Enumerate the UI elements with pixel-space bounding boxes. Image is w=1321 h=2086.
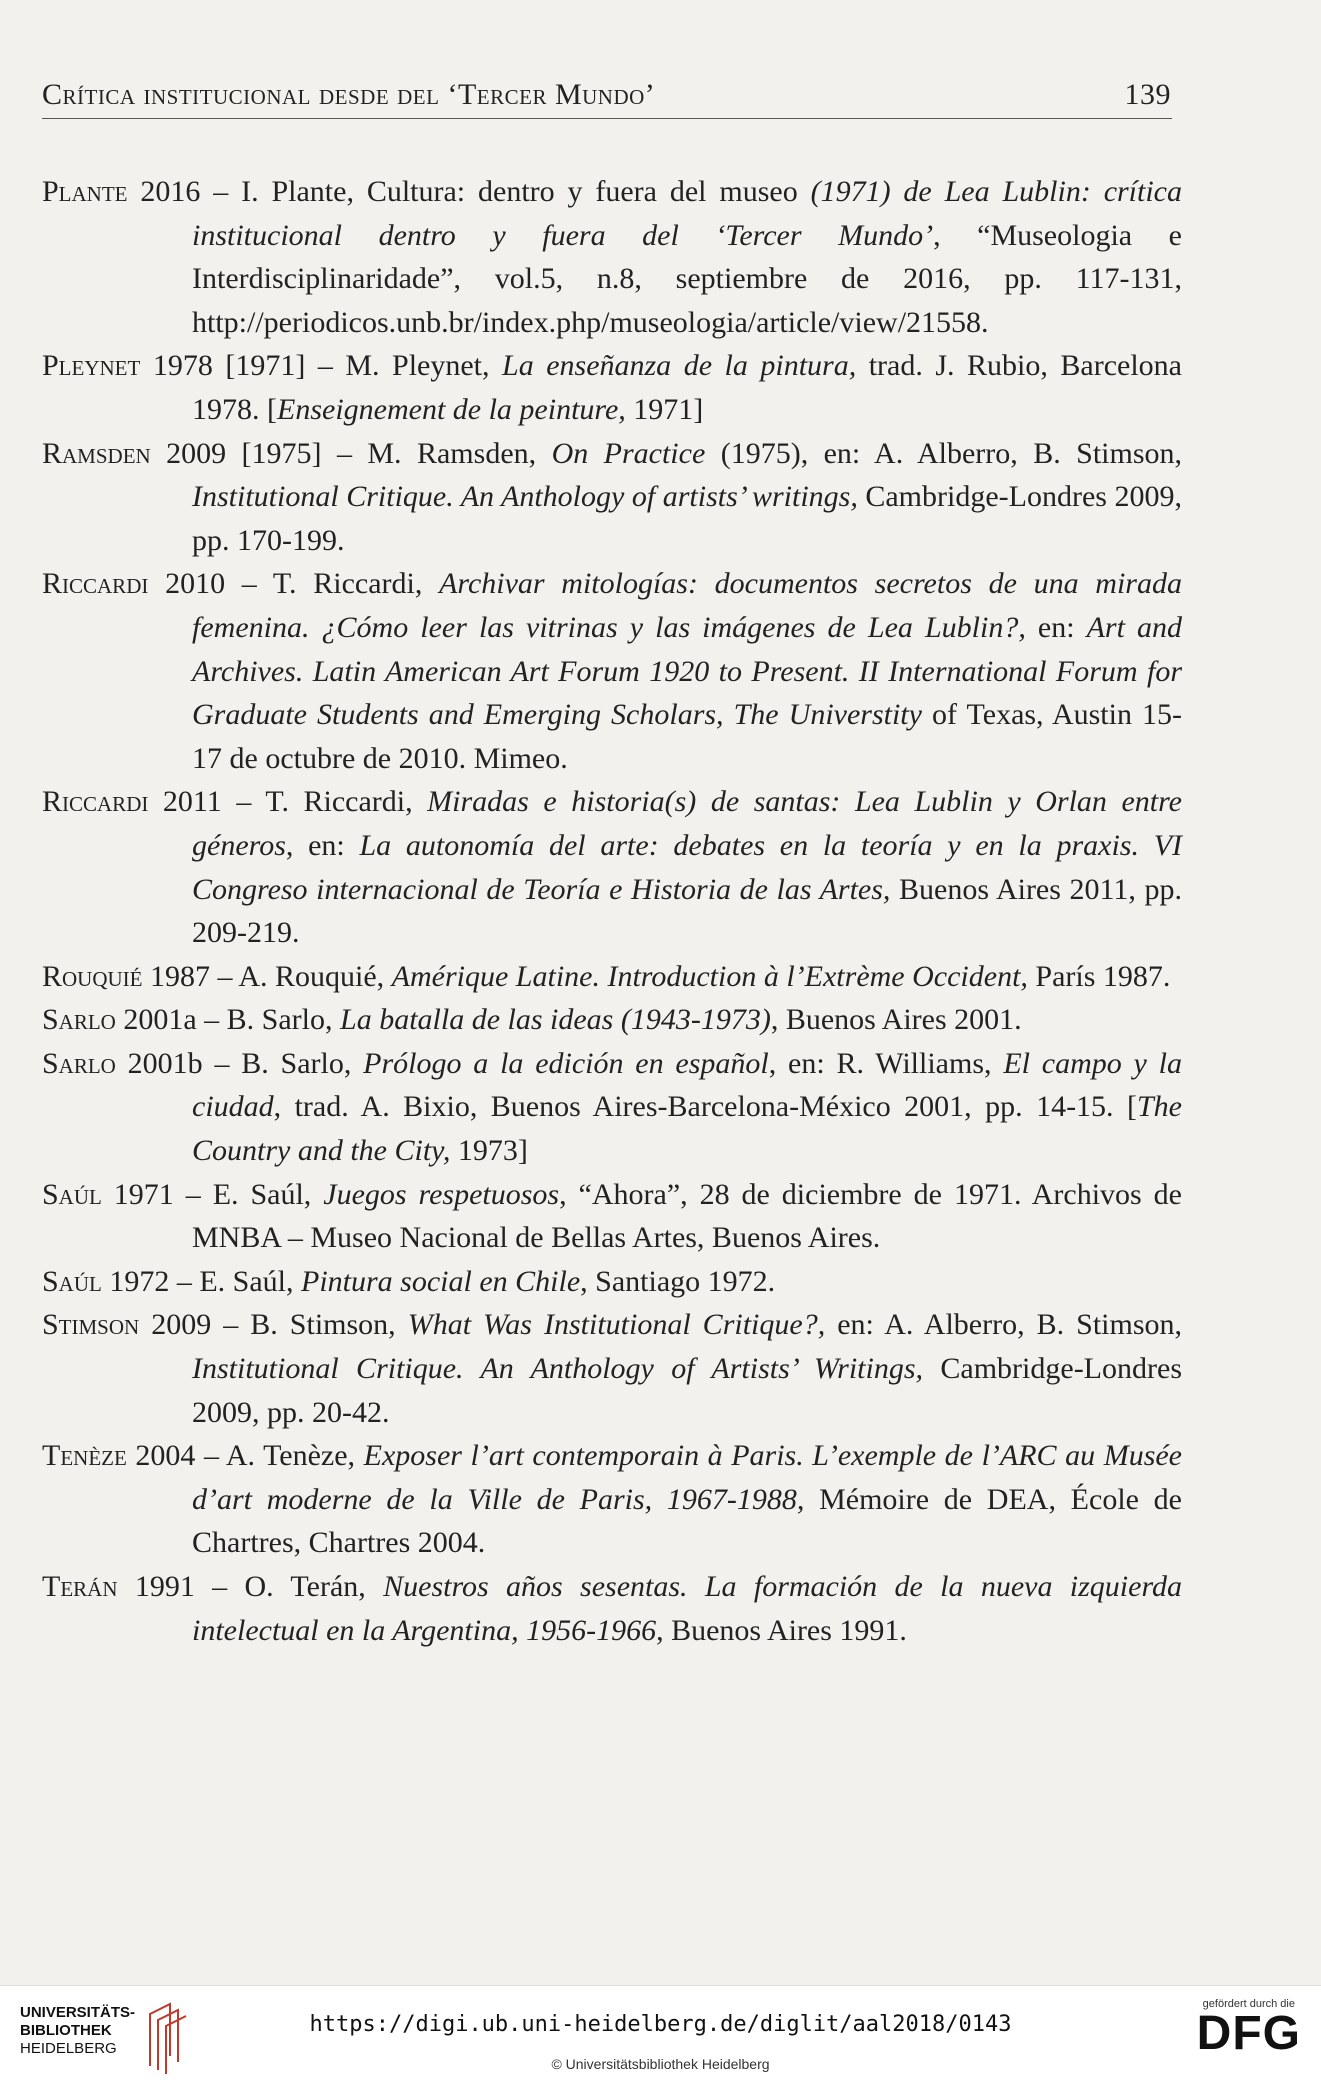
running-header (42, 78, 1171, 112)
library-name-line2: BIBLIOTHEK (20, 2022, 112, 2039)
entry-author: Riccardi (42, 567, 149, 601)
entry-author: Saúl (42, 1177, 102, 1211)
entry-author: Riccardi (42, 785, 149, 819)
dfg-logo (1197, 1998, 1301, 2058)
header-rule (42, 118, 1172, 119)
entry-author: Stimson (42, 1308, 140, 1342)
entry-author: Saúl (42, 1264, 102, 1298)
entry-citation: 2001a – B. Sarlo, La batalla de las ideas (1943-1973), Buenos Aires 2001. (115, 1003, 1022, 1037)
entry-author: Sarlo (42, 1046, 116, 1080)
funded-by-text: gefördert durch die (1202, 1998, 1295, 2010)
bibliography-entry (42, 1565, 1182, 1652)
bibliography-entry (42, 1260, 1182, 1304)
bibliography-entry (42, 344, 1182, 431)
dfg-logo-text: DFG (1196, 2007, 1301, 2060)
entry-author: Terán (42, 1570, 118, 1603)
bibliography-list (42, 170, 1182, 1652)
bibliography-entry (42, 170, 1182, 344)
entry-citation: 1991 – O. Terán, Nuestros años sesentas. La formación de la nueva izquierda intelectual en la Argentina, 1956-1966, Buenos Aires 1991. (117, 1570, 1182, 1647)
entry-citation: 2010 – T. Riccardi, Archivar mitologías: documentos secretos de una mirada femenina. ¿Cómo leer las vitrinas y las imágenes de Lea Lublin?, en: Art and Archives. Latin American Art Forum 1920 to Present. II International Forum for Graduate Students and Emerging Scholars, The Universtity of Texas, Austin 15-17 de octubre de 2010. Mimeo. (148, 567, 1182, 775)
entry-author: Plante (42, 175, 128, 208)
entry-citation: 2016 – I. Plante, Cultura: dentro y fuera del museo (1971) de Lea Lublin: crítica institucional dentro y fuera del ‘Tercer Mundo’, “Museologia e Interdisciplinaridade”, vol.5, n.8, septiembre de 2016, pp. 117-131, http://periodicos.unb.br/index.php/museologia/article/view/21558. (127, 175, 1183, 339)
entry-author: Rouquié (42, 959, 143, 993)
bibliography-entry (42, 562, 1182, 780)
library-name-line1: UNIVERSITÄTS- (20, 2004, 136, 2021)
entry-citation: 2011 – T. Riccardi, Miradas e historia(s) de santas: Lea Lublin y Orlan entre géneros, en: La autonomía del arte: debates en la teoría y en la praxis. VI Congreso internacional de Teoría e Historia de las Artes, Buenos Aires 2011, pp. 209-219. (148, 785, 1183, 950)
entry-citation: 2001b – B. Sarlo, Prólogo a la edición en español, en: R. Williams, El campo y la ciudad, trad. A. Bixio, Buenos Aires-Barcelona-México 2001, pp. 14-15. [The Country and the City, 1973] (115, 1046, 1182, 1168)
bibliography-entry (42, 1173, 1182, 1260)
entry-citation: 1987 – A. Rouquié, Amérique Latine. Introduction à l’Extrème Occident, París 1987. (142, 959, 1171, 993)
entry-citation: 2009 – B. Stimson, What Was Institutional Critique?, en: A. Alberro, B. Stimson, Institutional Critique. An Anthology of Artists’ Writings, Cambridge-Londres 2009, pp. 20-42. (139, 1308, 1182, 1429)
entry-author: Ramsden (42, 436, 151, 470)
bibliography-entry (42, 1303, 1182, 1434)
entry-citation: 1978 [1971] – M. Pleynet, La enseñanza de la pintura, trad. J. Rubio, Barcelona 1978. [Enseignement de la peinture, 1971] (140, 349, 1182, 426)
running-title: Crítica institucional desde del ‘Tercer Mundo’ (42, 78, 656, 111)
entry-author: Tenèze (42, 1439, 127, 1473)
entry-author: Sarlo (42, 1003, 116, 1037)
page-number: 139 (1124, 78, 1171, 111)
entry-citation: 2004 – A. Tenèze, Exposer l’art contemporain à Paris. L’exemple de l’ARC au Musée d’art moderne de la Ville de Paris, 1967-1988, Mémoire de DEA, École de Chartres, Chartres 2004. (126, 1439, 1182, 1560)
copyright-text: © Universitätsbibliothek Heidelberg (551, 2056, 770, 2072)
entry-citation: 1971 – E. Saúl, Juegos respetuosos, “Ahora”, 28 de diciembre de 1971. Archivos de MNBA – Museo Nacional de Bellas Artes, Buenos Aires. (101, 1177, 1182, 1255)
bibliography-entry (42, 432, 1182, 563)
entry-citation: 1972 – E. Saúl, Pintura social en Chile, Santiago 1972. (101, 1264, 776, 1298)
bibliography-entry (42, 1434, 1182, 1565)
bibliography-entry (42, 1042, 1182, 1173)
entry-citation: 2009 [1975] – M. Ramsden, On Practice (1975), en: A. Alberro, B. Stimson, Institutional Critique. An Anthology of artists’ writings, Cambridge-Londres 2009, pp. 170-199. (150, 436, 1183, 557)
bibliography-entry (42, 998, 1182, 1042)
footer-bar (0, 1985, 1321, 2086)
bibliography-entry (42, 780, 1182, 954)
source-url-link[interactable]: https://digi.ub.uni-heidelberg.de/diglit/aal2018/0143 (309, 2012, 1012, 2037)
library-name-line3: HEIDELBERG (20, 2040, 117, 2057)
entry-author: Pleynet (42, 349, 141, 383)
bibliography-entry (42, 955, 1182, 999)
